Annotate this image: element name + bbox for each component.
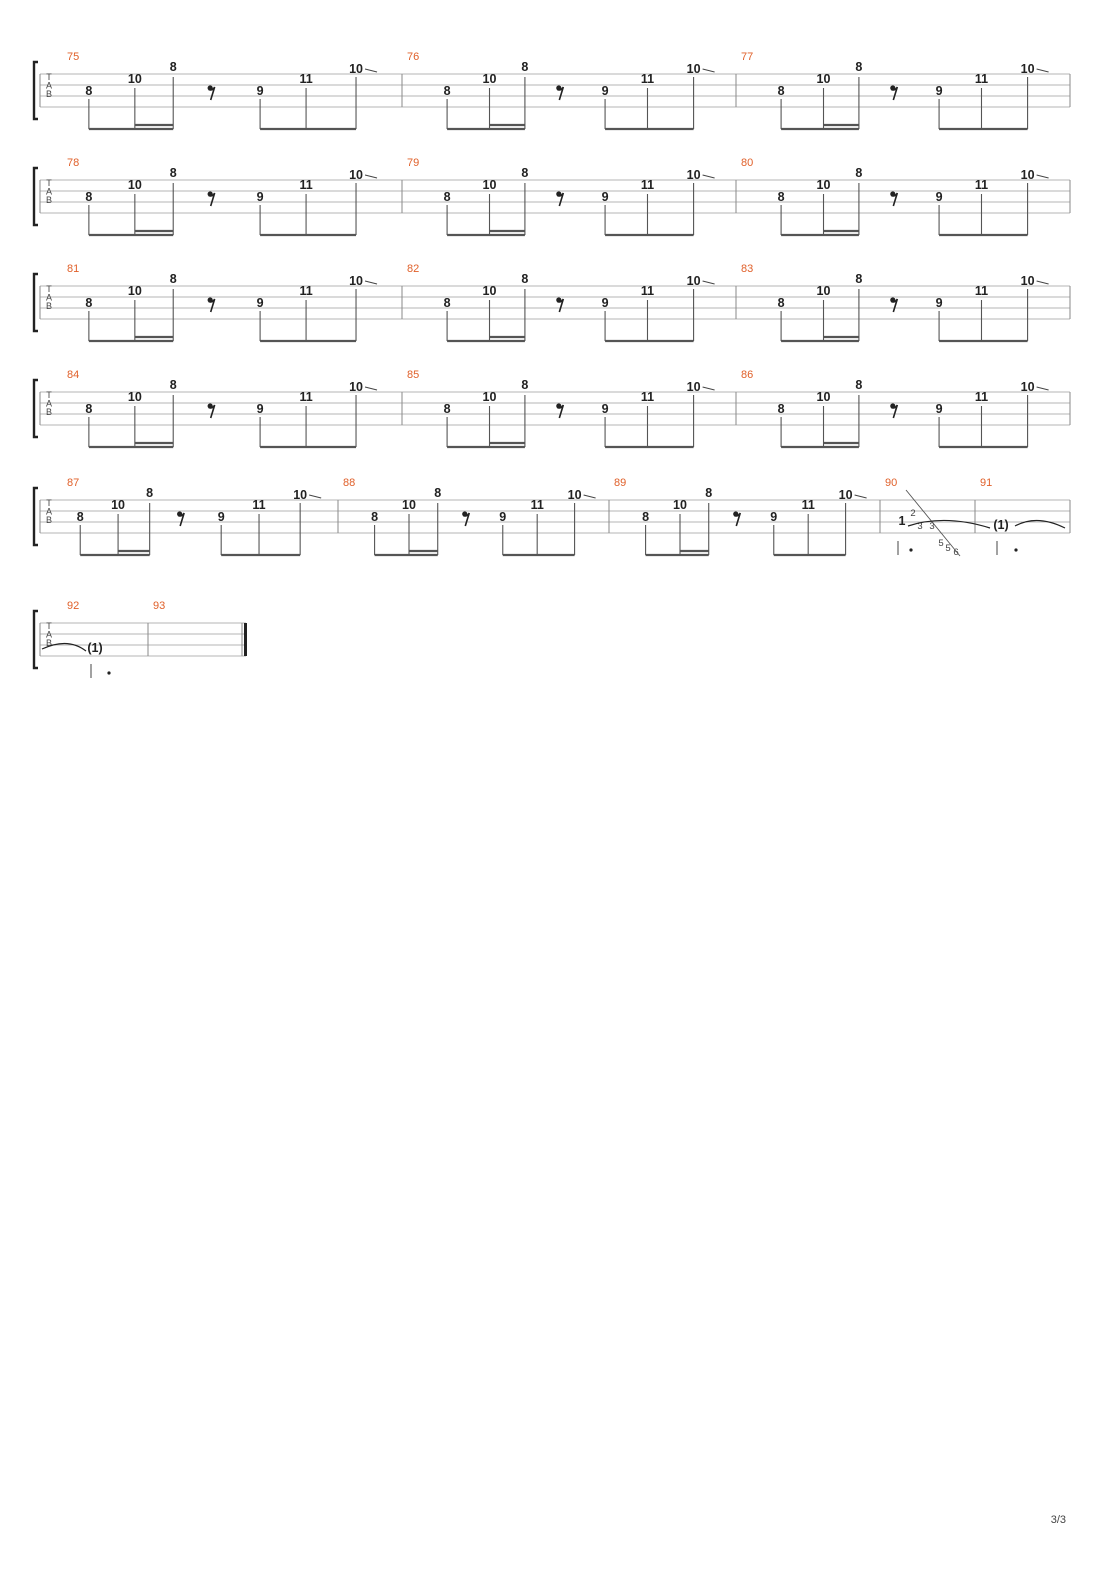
slide-out bbox=[365, 281, 377, 284]
fret-number: 11 bbox=[299, 284, 313, 298]
fret-number: 9 bbox=[601, 190, 609, 204]
tied-fret-number: (1) bbox=[993, 518, 1009, 532]
fret-number: 11 bbox=[801, 498, 815, 512]
fret-number: 11 bbox=[299, 390, 313, 404]
fret-number: 8 bbox=[642, 510, 650, 524]
fret-number: 9 bbox=[935, 84, 943, 98]
measure-number: 88 bbox=[343, 477, 356, 489]
tab-system bbox=[34, 263, 1070, 341]
fret-number: 10 bbox=[349, 62, 363, 76]
tab-system bbox=[34, 600, 247, 678]
tab-clef-letter: T bbox=[46, 72, 52, 82]
slide-out bbox=[584, 495, 596, 498]
fret-number: 8 bbox=[521, 272, 529, 286]
tab-clef-letter: A bbox=[45, 629, 53, 640]
tab-clef-letter: A bbox=[45, 398, 53, 409]
fret-number: 10 bbox=[349, 274, 363, 288]
eighth-rest bbox=[557, 193, 563, 206]
tab-system bbox=[34, 369, 1070, 447]
eighth-rest bbox=[891, 193, 897, 206]
slide-out bbox=[703, 175, 715, 178]
measure-number: 89 bbox=[614, 477, 627, 489]
fret-number: 9 bbox=[601, 84, 609, 98]
fret-number: 10 bbox=[349, 380, 363, 394]
fret-number: 10 bbox=[349, 168, 363, 182]
slide-out bbox=[855, 495, 867, 498]
system-bracket bbox=[34, 274, 38, 331]
tab-clef-letter: T bbox=[46, 284, 52, 294]
eighth-rest bbox=[891, 405, 897, 418]
fret-number: 11 bbox=[640, 284, 655, 298]
fret-number: 11 bbox=[640, 390, 655, 404]
fret-number: 10 bbox=[686, 168, 701, 182]
system-bracket bbox=[34, 62, 38, 119]
fret-number: 8 bbox=[855, 166, 863, 180]
fret-number: 11 bbox=[640, 178, 655, 192]
fret-number: 9 bbox=[217, 510, 225, 524]
fret-number: 10 bbox=[686, 274, 701, 288]
fret-number: 9 bbox=[256, 402, 264, 416]
slide-out bbox=[365, 175, 377, 178]
fret-number: 10 bbox=[293, 488, 308, 502]
tied-fret-number: (1) bbox=[87, 641, 103, 655]
measure-number: 82 bbox=[407, 263, 420, 275]
fret-number: 10 bbox=[1020, 168, 1035, 182]
fret-number: 10 bbox=[127, 178, 142, 192]
slide-fret-number: 3 bbox=[929, 521, 935, 532]
slide-out bbox=[309, 495, 321, 498]
fret-number: 9 bbox=[935, 296, 943, 310]
eighth-rest bbox=[557, 87, 563, 100]
fret-number: 8 bbox=[855, 378, 863, 392]
fret-number: 11 bbox=[299, 178, 313, 192]
measure-number: 91 bbox=[980, 477, 993, 489]
fret-number: 8 bbox=[855, 60, 863, 74]
fret-number: 8 bbox=[85, 190, 93, 204]
tab-clef-letter: B bbox=[45, 638, 53, 649]
tab-clef-letter: T bbox=[46, 621, 52, 631]
tab-clef-letter: B bbox=[45, 515, 53, 526]
fret-number: 8 bbox=[777, 402, 785, 416]
measure-number: 87 bbox=[67, 477, 80, 489]
tab-clef-letter: B bbox=[45, 195, 53, 206]
system-bracket bbox=[34, 380, 38, 437]
fret-number: 8 bbox=[169, 378, 177, 392]
fret-number: 11 bbox=[530, 498, 544, 512]
fret-number: 10 bbox=[127, 72, 142, 86]
slide-out bbox=[1037, 387, 1049, 390]
fret-number: 10 bbox=[1020, 274, 1035, 288]
fret-number: 8 bbox=[443, 84, 451, 98]
fret-number: 8 bbox=[521, 378, 529, 392]
fret-number: 10 bbox=[482, 390, 497, 404]
fret-number: 10 bbox=[673, 498, 687, 512]
fret-number: 9 bbox=[256, 296, 264, 310]
slide-fret-number: 5 bbox=[945, 543, 951, 554]
fret-number: 10 bbox=[816, 284, 831, 298]
tab-clef-letter: B bbox=[45, 407, 53, 418]
slide-out bbox=[1037, 281, 1049, 284]
system-bracket bbox=[34, 488, 38, 545]
fret-number: 10 bbox=[127, 390, 142, 404]
fret-number: 10 bbox=[816, 178, 831, 192]
fret-number: 8 bbox=[85, 296, 93, 310]
fret-number: 10 bbox=[838, 488, 853, 502]
system-bracket bbox=[34, 611, 38, 668]
slide-out bbox=[365, 69, 377, 72]
fret-number: 8 bbox=[521, 166, 529, 180]
fret-number: 10 bbox=[686, 380, 701, 394]
eighth-rest bbox=[209, 193, 215, 206]
measure-number: 80 bbox=[741, 157, 754, 169]
fret-number: 8 bbox=[85, 402, 93, 416]
tab-clef-letter: A bbox=[45, 506, 53, 517]
measure-number: 79 bbox=[407, 157, 420, 169]
fret-number: 8 bbox=[443, 190, 451, 204]
fret-number: 9 bbox=[935, 402, 943, 416]
fret-number: 9 bbox=[256, 84, 264, 98]
duration-dot bbox=[909, 548, 912, 551]
measure-number: 84 bbox=[67, 369, 80, 381]
fret-number: 10 bbox=[1020, 380, 1035, 394]
fret-number: 8 bbox=[371, 510, 379, 524]
eighth-rest bbox=[891, 87, 897, 100]
duration-dot bbox=[107, 671, 110, 674]
slide-out bbox=[703, 387, 715, 390]
fret-number: 10 bbox=[482, 72, 497, 86]
tab-clef-letter: B bbox=[45, 301, 53, 312]
fret-number: 10 bbox=[816, 390, 831, 404]
measure-number: 76 bbox=[407, 51, 420, 63]
slide-out bbox=[703, 281, 715, 284]
fret-number: 11 bbox=[974, 72, 989, 86]
fret-number: 10 bbox=[1020, 62, 1035, 76]
fret-number: 9 bbox=[499, 510, 507, 524]
duration-dot bbox=[1014, 548, 1017, 551]
fret-number: 10 bbox=[111, 498, 126, 512]
tab-system bbox=[34, 477, 1070, 558]
tab-system bbox=[34, 51, 1070, 129]
slide-out bbox=[703, 69, 715, 72]
fret-number: 8 bbox=[777, 296, 785, 310]
fret-number: 11 bbox=[974, 284, 989, 298]
fret-number: 8 bbox=[777, 84, 785, 98]
fret-number: 10 bbox=[482, 284, 497, 298]
measure-number: 78 bbox=[67, 157, 80, 169]
fret-number: 9 bbox=[601, 296, 609, 310]
eighth-rest bbox=[463, 513, 469, 526]
fret-number: 11 bbox=[974, 178, 989, 192]
system-bracket bbox=[34, 168, 38, 225]
measure-number: 86 bbox=[741, 369, 754, 381]
measure-number: 93 bbox=[153, 600, 166, 612]
slide-fret-number: 2 bbox=[910, 508, 916, 519]
fret-number: 10 bbox=[127, 284, 142, 298]
eighth-rest bbox=[557, 299, 563, 312]
fret-number: 8 bbox=[169, 166, 177, 180]
fret-number: 8 bbox=[705, 486, 713, 500]
fret-number: 10 bbox=[686, 62, 701, 76]
final-barline-thick bbox=[244, 623, 247, 656]
measure-number: 81 bbox=[67, 263, 80, 275]
eighth-rest bbox=[178, 513, 184, 526]
tab-clef-letter: B bbox=[45, 89, 53, 100]
eighth-rest bbox=[557, 405, 563, 418]
fret-number: 10 bbox=[816, 72, 831, 86]
fret-number: 11 bbox=[640, 72, 655, 86]
slide-fret-number: 5 bbox=[938, 538, 944, 549]
fret-number: 8 bbox=[85, 84, 93, 98]
eighth-rest bbox=[891, 299, 897, 312]
fret-number: 9 bbox=[935, 190, 943, 204]
fret-number: 1 bbox=[898, 514, 906, 528]
fret-number: 8 bbox=[146, 486, 154, 500]
fret-number: 10 bbox=[567, 488, 582, 502]
slide-fret-number: 3 bbox=[917, 521, 923, 532]
fret-number: 8 bbox=[855, 272, 863, 286]
eighth-rest bbox=[209, 299, 215, 312]
fret-number: 10 bbox=[402, 498, 416, 512]
fret-number: 11 bbox=[252, 498, 266, 512]
fret-number: 8 bbox=[169, 272, 177, 286]
measure-number: 90 bbox=[885, 477, 898, 489]
tab-clef-letter: T bbox=[46, 498, 52, 508]
fret-number: 8 bbox=[169, 60, 177, 74]
measure-number: 92 bbox=[67, 600, 80, 612]
eighth-rest bbox=[734, 513, 740, 526]
measure-number: 77 bbox=[741, 51, 754, 63]
fret-number: 11 bbox=[974, 390, 989, 404]
tab-clef-letter: T bbox=[46, 390, 52, 400]
tab-clef-letter: A bbox=[45, 292, 53, 303]
fret-number: 9 bbox=[770, 510, 778, 524]
fret-number: 8 bbox=[443, 402, 451, 416]
tab-clef-letter: A bbox=[45, 186, 53, 197]
tab-system bbox=[34, 157, 1070, 235]
fret-number: 8 bbox=[434, 486, 442, 500]
tab-clef-letter: T bbox=[46, 178, 52, 188]
measure-number: 75 bbox=[67, 51, 80, 63]
fret-number: 11 bbox=[299, 72, 313, 86]
eighth-rest bbox=[209, 405, 215, 418]
page-number: 3/3 bbox=[1050, 1514, 1066, 1526]
fret-number: 9 bbox=[601, 402, 609, 416]
tab-clef-letter: A bbox=[45, 80, 53, 91]
fret-number: 9 bbox=[256, 190, 264, 204]
fret-number: 8 bbox=[443, 296, 451, 310]
fret-number: 8 bbox=[521, 60, 529, 74]
measure-number: 83 bbox=[741, 263, 754, 275]
slide-out bbox=[1037, 69, 1049, 72]
fret-number: 8 bbox=[777, 190, 785, 204]
fret-number: 10 bbox=[482, 178, 497, 192]
slide-out bbox=[1037, 175, 1049, 178]
fret-number: 8 bbox=[76, 510, 84, 524]
measure-number: 85 bbox=[407, 369, 420, 381]
slide-out bbox=[365, 387, 377, 390]
slide-fret-number: 6 bbox=[953, 547, 959, 558]
eighth-rest bbox=[209, 87, 215, 100]
